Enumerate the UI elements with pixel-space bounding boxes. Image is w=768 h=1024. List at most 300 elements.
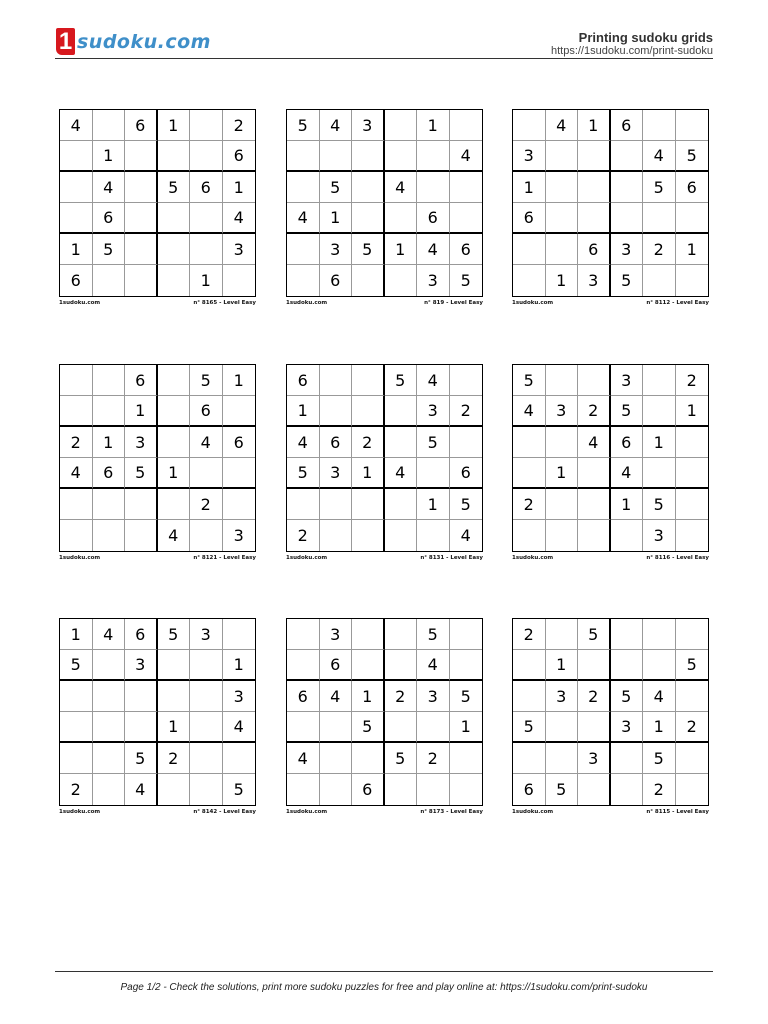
sudoku-cell: 4 xyxy=(385,172,418,203)
sudoku-cell xyxy=(125,520,158,551)
sudoku-cell xyxy=(60,141,93,172)
sudoku-cell: 5 xyxy=(320,172,353,203)
sudoku-cell xyxy=(578,458,611,489)
sudoku-cell: 3 xyxy=(125,650,158,681)
sudoku-cell: 1 xyxy=(513,172,546,203)
puzzle-site: 1sudoku.com xyxy=(512,300,554,306)
sudoku-cell xyxy=(676,458,709,489)
sudoku-cell: 4 xyxy=(450,141,483,172)
sudoku-cell xyxy=(546,172,579,203)
sudoku-puzzle xyxy=(512,364,709,561)
sudoku-cell xyxy=(60,489,93,520)
sudoku-cell: 1 xyxy=(60,619,93,650)
sudoku-cell: 5 xyxy=(513,365,546,396)
sudoku-cell xyxy=(450,365,483,396)
sudoku-cell: 5 xyxy=(643,743,676,774)
sudoku-cell: 5 xyxy=(158,172,191,203)
sudoku-cell xyxy=(513,234,546,265)
sudoku-cell: 5 xyxy=(611,265,644,296)
sudoku-cell: 2 xyxy=(417,743,450,774)
sudoku-cell xyxy=(158,141,191,172)
puzzle-label: n° 8131 - Level Easy xyxy=(420,555,483,561)
sudoku-cell xyxy=(676,427,709,458)
sudoku-cell: 1 xyxy=(546,265,579,296)
sudoku-cell xyxy=(513,743,546,774)
sudoku-cell: 4 xyxy=(417,234,450,265)
sudoku-cell: 1 xyxy=(93,141,126,172)
sudoku-cell: 1 xyxy=(417,489,450,520)
sudoku-cell: 3 xyxy=(546,681,579,712)
sudoku-cell: 5 xyxy=(352,234,385,265)
sudoku-cell: 6 xyxy=(287,365,320,396)
puzzle-footer xyxy=(512,809,709,815)
sudoku-cell xyxy=(450,774,483,805)
sudoku-cell: 4 xyxy=(417,650,450,681)
sudoku-cell: 5 xyxy=(190,365,223,396)
sudoku-cell: 5 xyxy=(158,619,191,650)
sudoku-cell xyxy=(352,743,385,774)
sudoku-cell: 5 xyxy=(450,681,483,712)
sudoku-cell xyxy=(643,650,676,681)
sudoku-cell: 1 xyxy=(676,396,709,427)
sudoku-cell xyxy=(320,520,353,551)
sudoku-puzzle xyxy=(59,109,256,306)
sudoku-cell: 5 xyxy=(643,172,676,203)
sudoku-grid xyxy=(286,109,483,297)
sudoku-cell: 3 xyxy=(233,526,244,545)
sudoku-cell xyxy=(450,172,483,203)
sudoku-cell xyxy=(287,489,320,520)
sudoku-cell: 5 xyxy=(287,458,320,489)
sudoku-cell xyxy=(93,712,126,743)
sudoku-cell: 1 xyxy=(643,712,676,743)
sudoku-cell: 3 xyxy=(417,265,450,296)
sudoku-cell: 2 xyxy=(60,427,93,458)
sudoku-cell xyxy=(320,712,353,743)
sudoku-cell xyxy=(643,203,676,234)
sudoku-cell xyxy=(676,110,709,141)
sudoku-cell: 5 xyxy=(385,743,418,774)
sudoku-cell: 1 xyxy=(450,712,483,743)
sudoku-cell xyxy=(287,234,320,265)
sudoku-cell xyxy=(546,489,579,520)
sudoku-cell: 5 xyxy=(417,427,450,458)
puzzle-label: n° 819 - Level Easy xyxy=(424,300,483,306)
sudoku-cell: 2 xyxy=(223,110,256,141)
sudoku-cell xyxy=(93,650,126,681)
sudoku-cell xyxy=(158,203,191,234)
sudoku-cell: 3 xyxy=(190,619,223,650)
sudoku-cell: 5 xyxy=(546,774,579,805)
sudoku-cell xyxy=(352,396,385,427)
sudoku-cell xyxy=(287,265,320,296)
sudoku-cell: 4 xyxy=(93,172,126,203)
puzzle-label: n° 8165 - Level Easy xyxy=(193,300,256,306)
sudoku-cell: 1 xyxy=(385,234,418,265)
sudoku-cell xyxy=(60,681,93,712)
sudoku-cell: 1 xyxy=(287,396,320,427)
sudoku-cell: 3 xyxy=(513,141,546,172)
sudoku-cell: 4 xyxy=(287,427,320,458)
sudoku-cell: 4 xyxy=(320,681,353,712)
sudoku-cell xyxy=(385,712,418,743)
sudoku-cell: 5 xyxy=(93,234,126,265)
sudoku-cell: 3 xyxy=(578,743,611,774)
sudoku-cell: 6 xyxy=(450,458,483,489)
sudoku-cell: 4 xyxy=(287,203,320,234)
sudoku-cell: 2 xyxy=(450,396,483,427)
sudoku-cell xyxy=(385,110,418,141)
logo-text: sudoku.com xyxy=(77,30,211,53)
sudoku-cell xyxy=(158,234,191,265)
sudoku-cell xyxy=(320,396,353,427)
sudoku-cell: 1 xyxy=(223,650,256,681)
sudoku-cell xyxy=(611,203,644,234)
sudoku-cell xyxy=(223,743,256,774)
sudoku-cell xyxy=(158,396,191,427)
sudoku-cell: 4 xyxy=(60,458,93,489)
sudoku-grid xyxy=(286,618,483,806)
sudoku-cell: 2 xyxy=(513,619,546,650)
sudoku-cell: 4 xyxy=(320,110,353,141)
sudoku-cell xyxy=(287,141,320,172)
sudoku-cell: 3 xyxy=(223,234,256,265)
sudoku-cell xyxy=(643,458,676,489)
sudoku-cell xyxy=(190,650,223,681)
sudoku-cell xyxy=(611,743,644,774)
sudoku-grid xyxy=(59,364,256,552)
sudoku-cell: 5 xyxy=(513,712,546,743)
sudoku-cell xyxy=(676,774,709,805)
sudoku-cell: 3 xyxy=(223,681,256,712)
sudoku-cell: 6 xyxy=(287,681,320,712)
sudoku-cell: 3 xyxy=(417,396,450,427)
sudoku-cell xyxy=(93,520,126,551)
sudoku-cell xyxy=(417,172,450,203)
sudoku-cell xyxy=(546,712,579,743)
sudoku-cell xyxy=(60,172,93,203)
sudoku-cell: 5 xyxy=(287,110,320,141)
sudoku-cell: 2 xyxy=(676,365,709,396)
sudoku-cell: 5 xyxy=(125,458,158,489)
sudoku-cell xyxy=(223,619,256,650)
sudoku-cell xyxy=(611,774,644,805)
sudoku-grid xyxy=(512,109,709,297)
sudoku-cell xyxy=(546,427,579,458)
puzzle-label: n° 8112 - Level Easy xyxy=(646,300,709,306)
sudoku-cell xyxy=(352,520,385,551)
sudoku-cell xyxy=(158,427,191,458)
sudoku-grid xyxy=(59,109,256,297)
puzzle-site: 1sudoku.com xyxy=(512,809,554,815)
sudoku-cell xyxy=(578,203,611,234)
page-url[interactable]: https://1sudoku.com/print-sudoku xyxy=(550,45,713,57)
sudoku-cell xyxy=(513,681,546,712)
sudoku-cell xyxy=(287,619,320,650)
sudoku-cell xyxy=(643,396,676,427)
sudoku-cell: 6 xyxy=(125,110,158,141)
sudoku-cell: 5 xyxy=(352,712,385,743)
sudoku-cell: 5 xyxy=(460,271,471,290)
sudoku-cell xyxy=(513,427,546,458)
sudoku-cell xyxy=(158,489,191,520)
sudoku-cell xyxy=(643,619,676,650)
sudoku-cell: 2 xyxy=(158,743,191,774)
sudoku-cell xyxy=(93,365,126,396)
sudoku-cell xyxy=(385,489,418,520)
sudoku-cell: 2 xyxy=(287,520,320,551)
sudoku-cell: 1 xyxy=(125,396,158,427)
puzzle-footer xyxy=(286,300,483,306)
sudoku-cell: 5 xyxy=(676,650,709,681)
sudoku-grid xyxy=(59,618,256,806)
sudoku-cell: 6 xyxy=(190,172,223,203)
sudoku-cell xyxy=(223,458,256,489)
puzzle-label: n° 8142 - Level Easy xyxy=(193,809,256,815)
sudoku-cell xyxy=(643,265,676,296)
sudoku-cell: 1 xyxy=(93,427,126,458)
sudoku-cell: 5 xyxy=(417,619,450,650)
sudoku-cell xyxy=(125,172,158,203)
sudoku-cell xyxy=(611,172,644,203)
sudoku-cell xyxy=(546,234,579,265)
sudoku-cell xyxy=(385,427,418,458)
sudoku-puzzle xyxy=(512,618,709,815)
sudoku-cell: 3 xyxy=(352,110,385,141)
sudoku-cell: 4 xyxy=(643,141,676,172)
sudoku-cell xyxy=(60,365,93,396)
sudoku-cell xyxy=(60,520,93,551)
sudoku-cell: 4 xyxy=(190,427,223,458)
sudoku-cell xyxy=(320,365,353,396)
sudoku-cell xyxy=(223,489,256,520)
sudoku-cell: 4 xyxy=(643,681,676,712)
sudoku-cell: 4 xyxy=(287,743,320,774)
sudoku-cell: 5 xyxy=(233,780,244,799)
sudoku-cell: 1 xyxy=(546,458,579,489)
puzzle-footer xyxy=(286,809,483,815)
sudoku-puzzle xyxy=(286,109,483,306)
sudoku-cell: 5 xyxy=(450,489,483,520)
sudoku-grid xyxy=(286,364,483,552)
sudoku-cell: 1 xyxy=(352,681,385,712)
sudoku-cell xyxy=(513,110,546,141)
sudoku-cell: 1 xyxy=(320,203,353,234)
puzzle-label: n° 8121 - Level Easy xyxy=(193,555,256,561)
sudoku-cell xyxy=(385,650,418,681)
sudoku-cell xyxy=(223,396,256,427)
sudoku-cell xyxy=(158,365,191,396)
sudoku-cell: 6 xyxy=(125,365,158,396)
sudoku-cell xyxy=(611,520,644,551)
sudoku-cell: 4 xyxy=(578,427,611,458)
sudoku-cell: 1 xyxy=(223,365,256,396)
sudoku-grid xyxy=(512,618,709,806)
sudoku-cell: 6 xyxy=(190,396,223,427)
sudoku-cell: 4 xyxy=(546,110,579,141)
sudoku-cell xyxy=(546,743,579,774)
sudoku-cell: 6 xyxy=(320,265,353,296)
sudoku-cell xyxy=(93,774,126,805)
sudoku-cell: 4 xyxy=(125,774,158,805)
sudoku-cell: 3 xyxy=(320,458,353,489)
sudoku-cell xyxy=(223,265,256,296)
sudoku-cell xyxy=(287,774,320,805)
sudoku-cell: 1 xyxy=(417,110,450,141)
sudoku-cell xyxy=(93,681,126,712)
sudoku-cell: 2 xyxy=(190,489,223,520)
puzzle-label: n° 8115 - Level Easy xyxy=(646,809,709,815)
sudoku-cell: 5 xyxy=(125,743,158,774)
sudoku-cell xyxy=(190,712,223,743)
sudoku-cell: 2 xyxy=(578,681,611,712)
sudoku-cell: 3 xyxy=(611,365,644,396)
sudoku-puzzle xyxy=(286,364,483,561)
puzzle-footer xyxy=(59,555,256,561)
sudoku-cell: 1 xyxy=(352,458,385,489)
sudoku-cell: 6 xyxy=(513,203,546,234)
sudoku-cell xyxy=(352,650,385,681)
sudoku-cell xyxy=(320,489,353,520)
sudoku-cell: 5 xyxy=(60,650,93,681)
sudoku-cell xyxy=(352,203,385,234)
sudoku-cell: 3 xyxy=(611,234,644,265)
logo-badge: 1 xyxy=(56,28,75,55)
sudoku-cell xyxy=(125,712,158,743)
page-title: Printing sudoku grids xyxy=(578,30,713,45)
puzzle-site: 1sudoku.com xyxy=(286,300,328,306)
sudoku-cell xyxy=(385,396,418,427)
sudoku-cell: 1 xyxy=(676,234,709,265)
header-divider xyxy=(55,58,713,59)
sudoku-cell: 1 xyxy=(223,172,256,203)
sudoku-cell xyxy=(611,619,644,650)
sudoku-cell xyxy=(385,265,418,296)
puzzle-label: n° 8173 - Level Easy xyxy=(420,809,483,815)
sudoku-cell xyxy=(320,774,353,805)
sudoku-cell xyxy=(513,265,546,296)
footer-divider xyxy=(55,971,713,972)
sudoku-cell: 4 xyxy=(93,619,126,650)
sudoku-cell xyxy=(287,712,320,743)
sudoku-cell xyxy=(450,203,483,234)
sudoku-cell xyxy=(611,650,644,681)
sudoku-cell: 6 xyxy=(417,203,450,234)
sudoku-cell: 4 xyxy=(158,520,191,551)
sudoku-cell: 2 xyxy=(578,396,611,427)
sudoku-cell xyxy=(513,520,546,551)
puzzle-site: 1sudoku.com xyxy=(59,809,101,815)
puzzle-site: 1sudoku.com xyxy=(512,555,554,561)
sudoku-cell xyxy=(190,203,223,234)
sudoku-cell xyxy=(93,743,126,774)
sudoku-cell: 3 xyxy=(578,265,611,296)
sudoku-cell xyxy=(676,520,709,551)
sudoku-cell xyxy=(546,141,579,172)
sudoku-cell xyxy=(578,520,611,551)
puzzle-site: 1sudoku.com xyxy=(59,300,101,306)
sudoku-cell xyxy=(60,203,93,234)
sudoku-cell xyxy=(385,203,418,234)
sudoku-cell: 3 xyxy=(611,712,644,743)
sudoku-cell xyxy=(60,743,93,774)
sudoku-cell xyxy=(190,458,223,489)
sudoku-cell xyxy=(578,141,611,172)
sudoku-puzzle xyxy=(512,109,709,306)
sudoku-cell: 4 xyxy=(60,110,93,141)
sudoku-cell: 5 xyxy=(578,619,611,650)
sudoku-cell xyxy=(158,650,191,681)
sudoku-cell xyxy=(450,619,483,650)
sudoku-cell: 2 xyxy=(352,427,385,458)
puzzle-site: 1sudoku.com xyxy=(286,809,328,815)
sudoku-cell xyxy=(125,265,158,296)
sudoku-cell xyxy=(60,396,93,427)
puzzle-footer xyxy=(59,300,256,306)
sudoku-cell xyxy=(190,110,223,141)
sudoku-cell: 6 xyxy=(125,619,158,650)
sudoku-cell: 5 xyxy=(611,681,644,712)
sudoku-cell xyxy=(417,458,450,489)
sudoku-cell xyxy=(352,489,385,520)
sudoku-cell: 1 xyxy=(60,234,93,265)
puzzle-footer xyxy=(512,300,709,306)
sudoku-cell xyxy=(352,265,385,296)
sudoku-cell: 2 xyxy=(60,774,93,805)
sudoku-cell xyxy=(676,489,709,520)
sudoku-cell xyxy=(60,712,93,743)
sudoku-cell xyxy=(158,774,191,805)
sudoku-cell: 6 xyxy=(93,458,126,489)
sudoku-cell: 2 xyxy=(513,489,546,520)
sudoku-cell: 5 xyxy=(385,365,418,396)
sudoku-cell: 1 xyxy=(546,650,579,681)
sudoku-cell: 4 xyxy=(611,458,644,489)
puzzle-site: 1sudoku.com xyxy=(59,555,101,561)
sudoku-cell: 4 xyxy=(417,365,450,396)
sudoku-cell: 3 xyxy=(125,427,158,458)
sudoku-cell xyxy=(320,743,353,774)
sudoku-cell: 3 xyxy=(643,520,676,551)
sudoku-cell xyxy=(450,650,483,681)
sudoku-cell: 6 xyxy=(676,172,709,203)
sudoku-cell xyxy=(190,743,223,774)
sudoku-cell: 1 xyxy=(578,110,611,141)
sudoku-cell: 6 xyxy=(223,141,256,172)
sudoku-cell: 2 xyxy=(385,681,418,712)
sudoku-cell: 6 xyxy=(450,234,483,265)
sudoku-cell xyxy=(190,141,223,172)
sudoku-cell xyxy=(385,619,418,650)
sudoku-cell xyxy=(546,520,579,551)
sudoku-cell: 3 xyxy=(320,619,353,650)
sudoku-cell xyxy=(190,234,223,265)
sudoku-cell: 6 xyxy=(578,234,611,265)
sudoku-cell: 2 xyxy=(643,774,676,805)
sudoku-cell: 3 xyxy=(546,396,579,427)
sudoku-cell: 5 xyxy=(676,141,709,172)
sudoku-cell xyxy=(125,489,158,520)
sudoku-cell xyxy=(578,172,611,203)
sudoku-cell xyxy=(190,520,223,551)
sudoku-cell: 6 xyxy=(223,427,256,458)
site-logo[interactable] xyxy=(56,28,211,55)
sudoku-cell xyxy=(676,681,709,712)
sudoku-cell xyxy=(513,650,546,681)
sudoku-cell xyxy=(385,774,418,805)
sudoku-cell: 2 xyxy=(643,234,676,265)
sudoku-cell xyxy=(93,489,126,520)
